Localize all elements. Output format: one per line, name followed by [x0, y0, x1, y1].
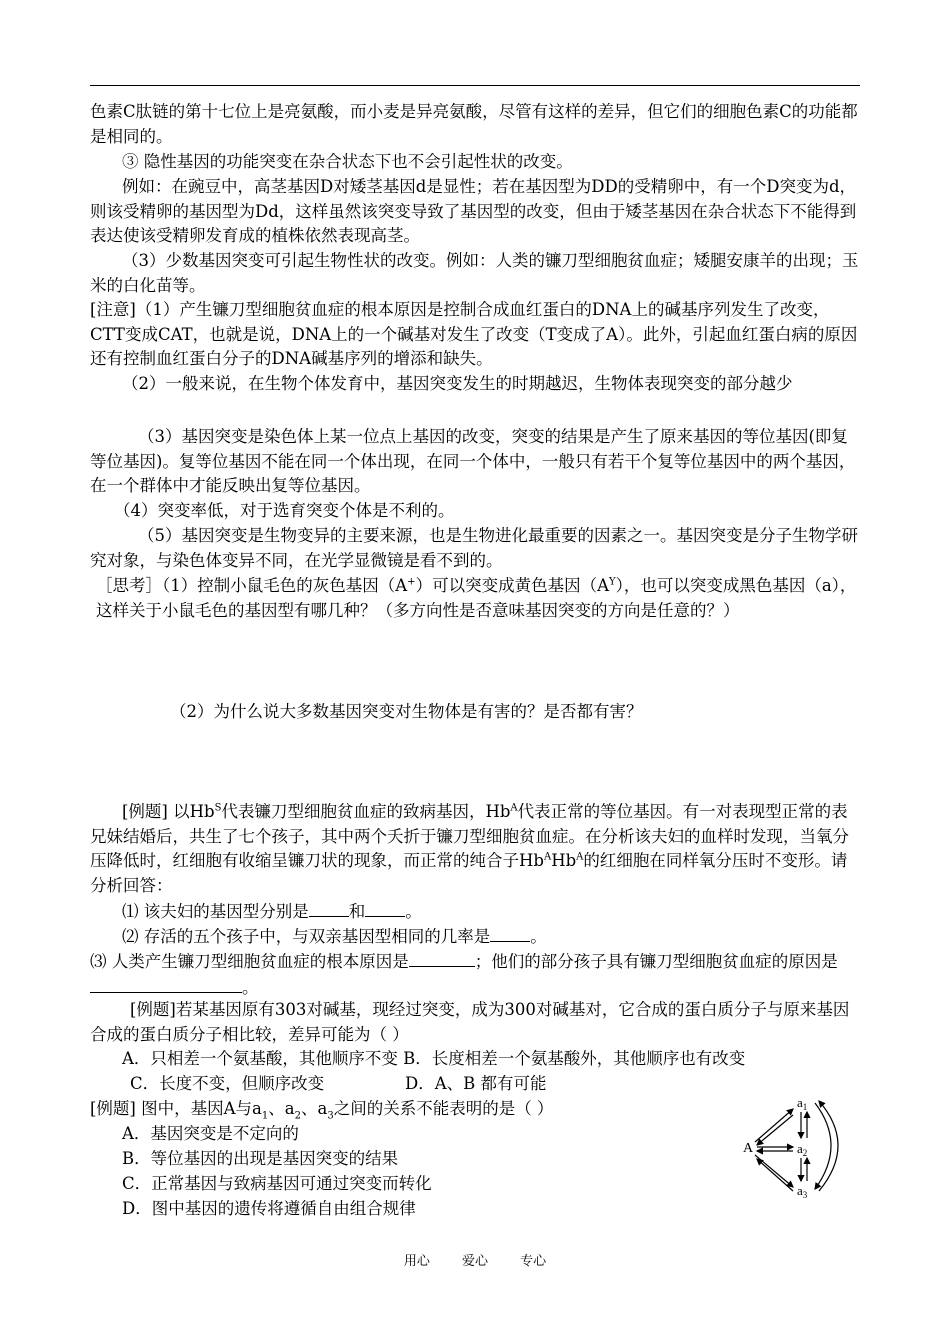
think-1-part-a: ［思考］（1）控制小鼠毛色的灰色基因（A [96, 576, 408, 595]
label-a1: $a_1$ [797, 1095, 808, 1112]
question-2-end: 。 [530, 927, 547, 946]
example-3-end: 之间的关系不能表明的是（ ） [333, 1099, 554, 1118]
example-3-option-d: D．图中基因的遗传将遵循自由组合规律 [122, 1199, 416, 1218]
label-a3: $a_3$ [797, 1183, 808, 1200]
question-1-and: 和 [348, 902, 366, 921]
paragraph-think-2: （2）为什么说大多数基因突变对生物体是有害的？是否都有害？ [170, 702, 643, 721]
superscript-s: S [214, 802, 222, 814]
paragraph-recessive: ③ 隐性基因的功能突变在杂合状态下也不会引起性状的改变。 [122, 152, 573, 171]
question-3 [90, 949, 860, 1000]
footer-text-2: 爱心 [461, 1254, 488, 1269]
superscript-plus: + [407, 576, 416, 588]
answer-blank-4[interactable] [409, 949, 475, 967]
paragraph-note-5: （5）基因突变是生物变异的主要来源，也是生物进化最重要的因素之一。基因突变是分子生物学研究对象，与染色体变异不同，在光学显微镜是看不到的。 [90, 526, 858, 570]
footer-text-3: 专心 [520, 1254, 547, 1269]
example-3-sep-2: 、a [300, 1099, 328, 1118]
answer-blank-5[interactable] [90, 975, 242, 993]
paragraph-think-1 [96, 574, 860, 623]
paragraph-note-4: （4）突变率低，对于选育突变个体是不利的。 [114, 501, 455, 520]
example-2-option-c: C．长度不变，但顺序改变 [130, 1074, 325, 1093]
arrow-a1-to-a3 [815, 1103, 831, 1189]
subscript-1: 1 [261, 1110, 269, 1122]
page-footer [0, 1250, 950, 1269]
paragraph-cytochrome: 色素C肽链的第十七位上是亮氨酸，而小麦是异亮氨酸，尽管有这样的差异，但它们的细胞色素C的功能都是相同的。 [90, 102, 858, 146]
answer-blank-3[interactable] [490, 924, 530, 942]
question-2-text: ⑵ 存活的五个孩子中，与双亲基因型相同的几率是 [122, 927, 491, 946]
example-1-part-b: 代表镰刀型细胞贫血症的致病基因，Hb [221, 802, 511, 821]
example-3-part-a: [例题] 图中，基因A与a [90, 1099, 262, 1118]
label-gene-a: A [743, 1141, 754, 1156]
answer-blank-2[interactable] [365, 899, 405, 917]
paragraph-example-1 [90, 800, 860, 898]
example-3-sep-1: 、a [268, 1099, 295, 1118]
example-1-part-d: Hb [551, 851, 577, 870]
header-rule [90, 85, 860, 86]
arrow-a-to-a1 [755, 1109, 793, 1142]
question-3-text-a: ⑶ 人类产生镰刀型细胞贫血症的根本原因是 [90, 952, 409, 971]
subscript-3: 3 [327, 1110, 334, 1122]
example-3-option-c: C．正常基因与致病基因可通过突变而转化 [122, 1174, 432, 1193]
superscript-a-3: A [576, 851, 584, 863]
question-3-text-b: ；他们的部分孩子具有镰刀型细胞贫血症的原因是 [474, 952, 838, 971]
example-2-options-ab: A．只相差一个氨基酸，其他顺序不变 B．长度相差一个氨基酸外，其他顺序也有改变 [122, 1049, 746, 1068]
gene-mutation-diagram [735, 1095, 860, 1205]
paragraph-few-mutations: （3）少数基因突变可引起生物性状的改变。例如：人类的镰刀型细胞贫血症；矮腿安康羊的出现；玉米的白化苗等。 [90, 251, 859, 295]
superscript-a-1: A [510, 802, 518, 814]
paragraph-example-3 [90, 1097, 740, 1122]
paragraph-note-3: （3）基因突变是染色体上某一位点上基因的改变，突变的结果是产生了原来基因的等位基因(即复等位基因)。复等位基因不能在同一个体出现，在同一个体中，一般只有若干个复等位基因中的两个基因，在一个群体中才能反映出复等位基因。 [90, 427, 856, 495]
example-3-option-a: A．基因突变是不定向的 [122, 1124, 299, 1143]
paragraph-example-2: [例题]若某基因原有303对碱基，现经过突变，成为300对碱基对，它合成的蛋白质分子与原来基因合成的蛋白质分子相比较，差异可能为（ ） [90, 1000, 850, 1044]
footer-text-1: 用心 [403, 1254, 430, 1269]
question-1-text: ⑴ 该夫妇的基因型分别是 [122, 902, 309, 921]
arrow-a1-to-a [757, 1115, 793, 1145]
paragraph-note-1: [注意]（1）产生镰刀型细胞贫血症的根本原因是控制合成血红蛋白的DNA上的碱基序列发生了改变，CTT变成CAT，也就是说，DNA上的一个碱基对发生了改变（T变成了A）。此外，引起血红蛋白病的原因还有控制血红蛋白分子的DNA碱基序列的增添和缺失。 [90, 300, 858, 368]
example-3-option-b: B．等位基因的出现是基因突变的结果 [122, 1149, 399, 1168]
answer-blank-1[interactable] [309, 899, 349, 917]
subscript-2: 2 [294, 1110, 301, 1122]
question-3-end: 。 [242, 977, 259, 997]
superscript-a-2: A [543, 851, 552, 863]
example-1-part-e: 的红细胞在同样氧分压时不变形。请分析回答： [90, 851, 848, 895]
example-1-part-c: 代表正常的等位基因。有一对表现型正常的表兄妹结婚后，共生了七个孩子，其中两个夭折于镰刀型细胞贫血症。在分析该夫妇的血样时发现，当氧分压降低时，红细胞有收缩呈镰刀状的现象，而正常的纯合子Hb [90, 802, 849, 870]
question-2 [122, 924, 860, 950]
think-1-part-c: ），也可以突变成黑色基因（a），这样关于小鼠毛色的基因型有哪几种？（多方向性是否意味基因突变的方向是任意的？） [96, 576, 857, 620]
arrow-a3-to-a [757, 1159, 793, 1191]
example-1-part-a: [例题] 以Hb [122, 802, 215, 821]
superscript-y: Y [608, 576, 616, 588]
paragraph-pea-example: 例如：在豌豆中，高茎基因D对矮茎基因d是显性；若在基因型为DD的受精卵中，有一个D突变为d，则该受精卵的基因型为Dd，这样虽然该突变导致了基因型的改变，但由于矮茎基因在杂合状态下不能得到表达使该受精卵发育成的植株依然表现高茎。 [90, 177, 857, 245]
question-1 [122, 899, 860, 925]
arrow-a-to-a3 [755, 1155, 793, 1187]
label-a2: $a_2$ [797, 1141, 808, 1158]
paragraph-note-2: （2）一般来说，在生物个体发育中，基因突变发生的时期越迟，生物体表现突变的部分越少 [122, 374, 793, 393]
think-1-part-b: ）可以突变成黄色基因（A [415, 576, 609, 595]
example-2-option-d: D．A、B 都有可能 [405, 1074, 547, 1093]
question-1-end: 。 [405, 902, 422, 921]
